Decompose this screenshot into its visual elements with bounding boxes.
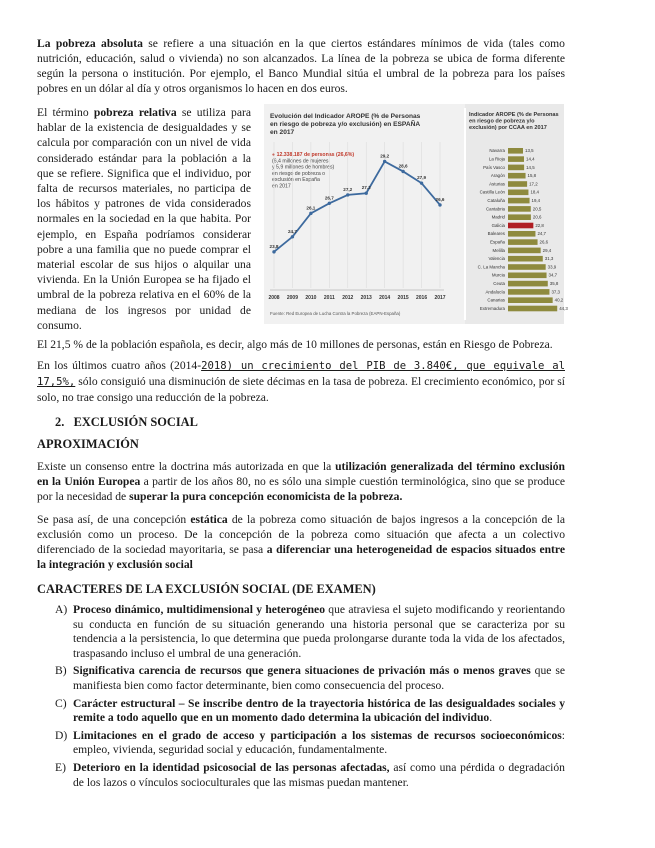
bar-category-label: Galicia — [491, 222, 505, 228]
bar-category-label: Castilla León — [479, 189, 505, 195]
line-x-tick: 2017 — [434, 295, 446, 301]
bar-category-label: País Vasco — [483, 164, 505, 170]
bar — [508, 165, 524, 171]
bar-data-label: 44,3 — [559, 305, 568, 311]
line-x-tick: 2016 — [415, 295, 428, 301]
bar-category-label: La Rioja — [488, 156, 505, 162]
bar-data-label: 18,4 — [530, 189, 539, 195]
line-point — [272, 250, 275, 253]
line-point — [383, 160, 386, 163]
bar-category-label: Ceuta — [493, 281, 505, 286]
line-point — [420, 181, 423, 184]
line-data-label: 26,1 — [306, 205, 316, 211]
bar-category-label: Cataluña — [487, 198, 505, 203]
bar-category-label: Navarra — [489, 148, 505, 154]
section-heading: 2. EXCLUSIÓN SOCIAL — [55, 415, 198, 429]
caracteres-list — [55, 603, 565, 793]
bar — [508, 156, 524, 162]
bar-data-label: 19,4 — [531, 198, 541, 203]
line-x-tick: 2009 — [286, 295, 299, 301]
bar — [508, 190, 528, 196]
line-point — [309, 212, 312, 215]
bar-data-label: 31,3 — [544, 256, 554, 262]
bar-data-label: 37,3 — [551, 289, 560, 295]
bar — [508, 214, 531, 220]
bar-category-label: Canarias — [487, 297, 505, 303]
bar — [508, 173, 526, 179]
line-x-tick: 2012 — [342, 295, 354, 301]
line-x-tick: 2014 — [379, 295, 391, 301]
bar-data-label: 20,6 — [532, 214, 542, 220]
line-x-tick: 2011 — [323, 295, 335, 301]
bar — [508, 239, 538, 245]
bar-data-label: 24,7 — [537, 231, 546, 237]
bar — [508, 248, 541, 254]
line-point — [438, 203, 441, 206]
line-chart-source: Fuente: Red Europea de Lucha Contra la Pobreza (EAPN-España) — [270, 311, 401, 316]
bar-category-label: Andalucía — [485, 289, 505, 295]
line-data-label: 26,6 — [435, 196, 445, 202]
bar — [508, 281, 548, 287]
line-point — [328, 202, 331, 205]
bar-chart-title-line: exclusión) por CCAA en 2017 — [469, 125, 547, 132]
line-data-label: 27,9 — [417, 175, 427, 181]
bar-data-label: 17,2 — [529, 181, 538, 187]
bar-data-label: 20,5 — [532, 206, 542, 212]
line-chart-title-line: en riesgo de pobreza y/o exclusión) en ESPAÑA — [270, 121, 421, 128]
aproximacion-heading: APROXIMACIÓN — [37, 437, 139, 451]
line-chart-title-line: en 2017 — [270, 129, 295, 136]
line-x-tick: 2008 — [268, 295, 280, 301]
bar-data-label: 40,2 — [554, 297, 564, 303]
bar — [508, 223, 533, 229]
line-x-tick: 2013 — [360, 295, 372, 301]
bar — [508, 256, 543, 262]
line-chart-annotation-line: ● 12.338.187 de personas (26,6%) — [272, 152, 355, 158]
bar-category-label: C. La Mancha — [477, 264, 505, 270]
line-data-label: 27,3 — [361, 185, 371, 191]
line-data-label: 23,8 — [269, 243, 279, 249]
bar-category-label: Extremadura — [479, 305, 505, 311]
list-item: B) Significativa carencia de recursos que genera situaciones de privación más o menos graves que se manifiesta bien como factor determinante, bien como consecuencia del proceso. — [55, 664, 565, 692]
bar — [508, 273, 547, 279]
line-point — [346, 193, 349, 196]
bar — [508, 198, 530, 204]
paragraph-pobreza-relativa: El término pobreza relativa se utiliza para hablar de la existencia de desigualdades y se calcula por comparación con un nivel de vida considerado estándar para la población a la que se refiere. Significa que el individuo, por falta de recursos materiales, no participa de los hábitos y patrones de vida considerados normales en la sociedad en la que habita. Por ejemplo, en España podríamos considerar pobre a una familia que no puede comprar el material escolar de sus hijos o alquilar una vivienda. En la Unión Europea se ha fijado el umbral de la pobreza relativa en el 60% de la mediana de los ingresos por unidad de consumo. — [37, 106, 251, 332]
bar-data-label: 29,4 — [542, 247, 552, 253]
bar-category-label: Aragón — [490, 173, 505, 179]
bar-data-label: 15,8 — [527, 173, 537, 179]
bar — [508, 181, 527, 187]
line-x-tick: 2015 — [397, 295, 409, 301]
line-point — [365, 192, 368, 195]
bar-data-label: 13,5 — [525, 148, 534, 154]
line-chart-annotation-line: y 5,9 millones de hombres) — [272, 164, 335, 171]
line-chart-annotation-line: en 2017 — [272, 183, 291, 190]
paragraph-pobreza-absoluta: La pobreza absoluta se refiere a una situación en la que ciertos estándares mínimos de vida (tales como nutrición, educación, salud o vivienda) no son alcanzados. La línea de la pobreza se ubica de forma diferente según la persona o institución. Por ejemplo, el Banco Mundial sitúa el umbral de la pobreza para los países pobres en un dólar al día y otros organismos lo hacen en dos euros. — [37, 37, 565, 95]
bar-chart-title-line: Indicador AROPE (% de Personas — [469, 112, 559, 118]
bar-data-label: 14,4 — [526, 156, 535, 162]
line-data-label: 26,7 — [324, 195, 334, 201]
list-item: E) Deterioro en la identidad psicosocial de las personas afectadas, así como una pérdida o degradación de los lazos o vínculos socioculturales que las mismas puedan mantener. — [55, 760, 565, 789]
bar-category-label: Baleares — [487, 231, 505, 237]
bar-category-label: Cantabria — [485, 206, 505, 212]
bar — [508, 289, 549, 295]
bar-data-label: 14,5 — [526, 164, 535, 170]
bar-chart-title-line: en riesgo de pobreza y/o — [469, 118, 535, 125]
bar-category-label: Melilla — [492, 247, 505, 253]
bar-data-label: 33,9 — [547, 264, 557, 270]
line-chart-title-line: Evolución del Indicador AROPE (% de Personas — [270, 113, 421, 120]
list-item: C) Carácter estructural – Se inscribe dentro de la trayectoria histórica de las desigualdades sociales y remite a todo aquello que en un momento dado determina la ubicación del individuo. — [55, 696, 565, 725]
paragraph-concepcion-estatica: Se pasa así, de una concepción estática de la pobreza como situación de bajos ingresos a la concepción de la exclusión como un proceso. De la concepción de la pobreza como situación que afecta a un colectivo diferenciado de la sociedad mayoritaria, se pasa a diferenciar una heterogeneidad de espacios situados entre la integración y exclusión social — [37, 513, 565, 571]
chart-figure — [264, 104, 568, 324]
list-item: A) Proceso dinámico, multidimensional y heterogéneo que atraviesa el sujeto modificando y reorientando su conducta en función de su situación generando una historia personal que se caracteriza por su tendencia a la persistencia, lo que determina que pueda prolongarse durante toda la vida de los afectados, traspasando incluso el umbral de una generación. — [55, 603, 565, 660]
bar-category-label: Madrid — [491, 214, 505, 220]
line-point — [401, 170, 404, 173]
bar — [508, 148, 523, 154]
bar — [508, 264, 546, 270]
bar-data-label: 22,8 — [535, 222, 544, 228]
paragraph-riesgo-pobreza: El 21,5 % de la población española, es decir, algo más de 10 millones de personas, están en Riesgo de Pobreza. — [37, 338, 553, 351]
list-item: D) Limitaciones en el grado de acceso y participación a los sistemas de recursos socioeconómicos: empleo, vivienda, seguridad social y educación, fundamentalmente. — [55, 728, 565, 757]
bar-data-label: 35,8 — [549, 281, 559, 286]
line-data-label: 28,6 — [398, 163, 408, 169]
line-chart-annotation-line: exclusión en España — [272, 177, 320, 184]
line-x-tick: 2010 — [305, 295, 317, 301]
bar-category-label: Valencia — [488, 256, 505, 262]
paragraph-consenso: Existe un consenso entre la doctrina más autorizada en que la utilización generalizada del término exclusión en la Unión Europea a partir de los años 80, no es sólo una simple cuestión terminológica, sino que se produce por la necesidad de superar la pura concepción economicista de la pobreza. — [37, 460, 566, 503]
bar — [508, 206, 531, 212]
line-point — [291, 235, 294, 238]
bar-category-label: España — [490, 239, 505, 245]
bar-data-label: 26,6 — [539, 239, 549, 245]
bar — [508, 231, 535, 237]
bar-data-label: 34,7 — [548, 272, 558, 278]
caracteres-heading: CARACTERES DE LA EXCLUSIÓN SOCIAL (DE EXAMEN) — [37, 582, 376, 596]
bar-category-label: Asturias — [489, 181, 505, 187]
bar — [508, 306, 557, 312]
line-data-label: 29,2 — [380, 153, 390, 159]
paragraph-crecimiento: En los últimos cuatro años (2014-2018) un crecimiento del PIB de 3.840€, que equivale al 17,5%, sólo consiguió una disminución de siete décimas en la tasa de pobreza. El crecimiento económico, por sí solo, no trae consigo una reducción de la pobreza. — [37, 359, 565, 404]
bar — [508, 297, 553, 303]
line-data-label: 24,7 — [287, 228, 297, 234]
line-data-label: 27,2 — [343, 186, 353, 192]
line-chart-annotation-line: (6,4 millones de mujeres — [272, 158, 329, 165]
bar-category-label: Murcia — [491, 272, 505, 278]
line-chart-annotation-line: en riesgo de pobreza o — [272, 170, 326, 177]
